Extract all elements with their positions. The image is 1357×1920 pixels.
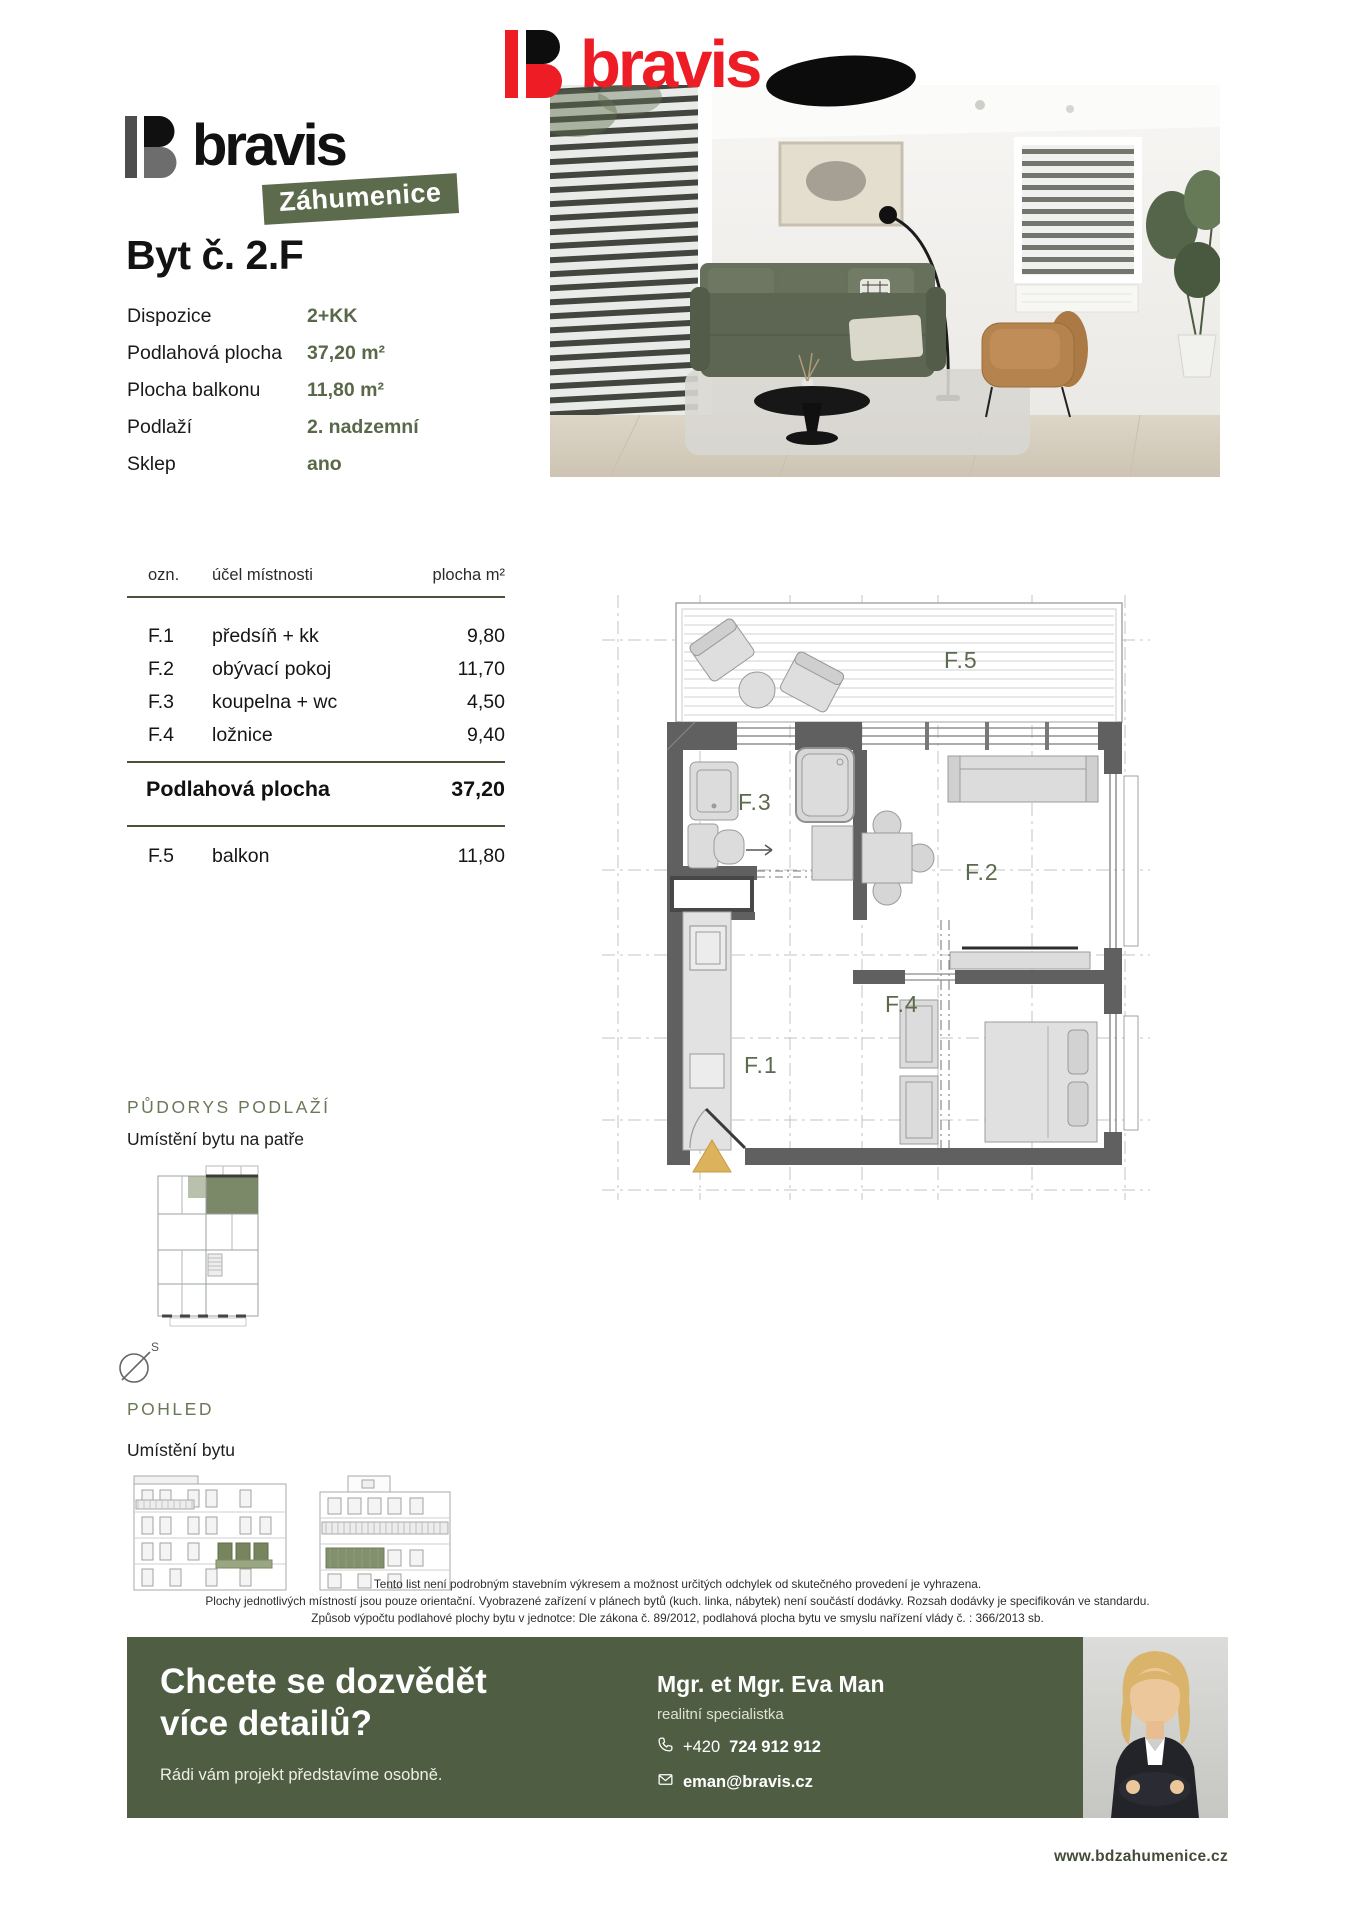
section-pohled-title: POHLED bbox=[127, 1399, 214, 1419]
window-blinds-right bbox=[1016, 141, 1138, 312]
table-row bbox=[148, 686, 505, 719]
room-code: F.5 bbox=[148, 845, 175, 867]
table-rule bbox=[127, 596, 505, 598]
cta-line2: více detailů? bbox=[160, 1704, 373, 1743]
floorplan bbox=[598, 572, 1163, 1227]
brand-logo-top bbox=[505, 27, 760, 103]
agent-role: realitní specialistka bbox=[657, 1706, 784, 1723]
cta-subtext: Rádi vám projekt představíme osobně. bbox=[160, 1766, 443, 1784]
room-purpose: obývací pokoj bbox=[212, 658, 332, 680]
brand-mark-icon bbox=[505, 30, 567, 103]
phone-icon bbox=[657, 1736, 674, 1758]
agent-name: Mgr. et Mgr. Eva Man bbox=[657, 1671, 885, 1697]
cta-line1: Chcete se dozvědět bbox=[160, 1662, 487, 1701]
detail-value: 37,20 m² bbox=[307, 342, 386, 364]
table-row bbox=[148, 719, 505, 752]
phone-prefix: +420 bbox=[683, 1737, 721, 1756]
room-label-f4: F.4 bbox=[885, 991, 919, 1017]
table-row bbox=[148, 620, 505, 653]
brand-wordmark-red: bravis bbox=[580, 27, 760, 102]
disclaimer bbox=[127, 1576, 1228, 1627]
detail-value: ano bbox=[307, 453, 342, 475]
detail-value: 2. nadzemní bbox=[307, 416, 419, 438]
detail-label: Podlaží bbox=[127, 416, 193, 438]
room-code: F.2 bbox=[148, 658, 175, 680]
agent-photo bbox=[1083, 1637, 1228, 1818]
floor-location-plan bbox=[148, 1158, 273, 1338]
detail-value: 2+KK bbox=[307, 305, 358, 327]
project-label: Záhumenice bbox=[262, 173, 459, 225]
detail-value: 11,80 m² bbox=[307, 379, 384, 401]
compass-icon bbox=[116, 1336, 164, 1393]
room-label-f2: F.2 bbox=[965, 859, 999, 885]
table-rule bbox=[127, 825, 505, 827]
room-code: F.4 bbox=[148, 724, 175, 746]
brand-logo-left bbox=[125, 113, 345, 183]
room-area: 9,80 bbox=[467, 625, 505, 647]
hero-photo bbox=[550, 85, 1220, 477]
room-table bbox=[127, 566, 505, 873]
email-icon bbox=[657, 1771, 674, 1793]
room-purpose: předsíň + kk bbox=[212, 625, 319, 647]
total-value: 37,20 bbox=[451, 777, 505, 801]
disclaimer-line: Plochy jednotlivých místností jsou pouze orientační. Vyobrazené zařízení v plánech bytů (kuch. linka, nábytek) není součástí dodávky. Rozsah dodávky je specifikován ve standardu. bbox=[205, 1594, 1150, 1608]
footer-cta bbox=[160, 1661, 487, 1785]
room-area: 11,70 bbox=[457, 658, 505, 680]
table-header bbox=[127, 566, 505, 585]
room-label-f5: F.5 bbox=[944, 647, 978, 673]
room-purpose: koupelna + wc bbox=[212, 691, 338, 713]
room-purpose: ložnice bbox=[212, 724, 273, 746]
room-code: F.1 bbox=[148, 625, 175, 647]
shaft-niche bbox=[672, 878, 752, 910]
detail-row bbox=[127, 409, 419, 446]
col-purpose: účel místnosti bbox=[212, 566, 313, 584]
col-area: plocha m² bbox=[432, 566, 505, 584]
details-list bbox=[127, 298, 419, 483]
table-row bbox=[148, 653, 505, 686]
room-label-f1: F.1 bbox=[744, 1052, 778, 1078]
detail-label: Dispozice bbox=[127, 305, 212, 327]
detail-label: Sklep bbox=[127, 453, 176, 475]
website-url[interactable]: www.bdzahumenice.cz bbox=[1054, 1848, 1228, 1865]
phone-row[interactable] bbox=[657, 1736, 885, 1758]
email-row[interactable] bbox=[657, 1771, 885, 1793]
section-pudorys-subtitle: Umístění bytu na patře bbox=[127, 1129, 305, 1149]
section-pudorys-title: PŮDORYS PODLAŽÍ bbox=[127, 1097, 331, 1117]
room-purpose: balkon bbox=[212, 845, 270, 867]
section-pohled-subtitle: Umístění bytu bbox=[127, 1440, 235, 1460]
detail-row bbox=[127, 446, 419, 483]
disclaimer-line: Způsob výpočtu podlahové plochy bytu v jednotce: Dle zákona č. 89/2012, podlahová plocha bytu ve smyslu nařízení vlády č. : 366/2013 sb. bbox=[311, 1611, 1044, 1625]
disclaimer-line: Tento list není podrobným stavebním výkresem a možnost určitých odchylek od skutečného provedení je vyhrazena. bbox=[373, 1577, 982, 1591]
total-row bbox=[127, 763, 505, 816]
svg-text:S: S bbox=[151, 1340, 160, 1354]
brand-mark-icon bbox=[125, 116, 181, 183]
detail-row bbox=[127, 298, 419, 335]
col-code: ozn. bbox=[148, 566, 180, 584]
balcony bbox=[676, 603, 1122, 722]
bedroom-furniture bbox=[900, 1000, 1097, 1144]
room-area: 11,80 bbox=[457, 845, 505, 867]
detail-row bbox=[127, 335, 419, 372]
email-address: eman@bravis.cz bbox=[683, 1772, 813, 1791]
apartment-title: Byt č. 2.F bbox=[126, 232, 304, 278]
room-label-f3: F.3 bbox=[738, 789, 772, 815]
detail-row bbox=[127, 372, 419, 409]
detail-label: Podlahová plocha bbox=[127, 342, 283, 364]
phone-number: 724 912 912 bbox=[729, 1737, 821, 1756]
total-label: Podlahová plocha bbox=[146, 777, 330, 801]
detail-label: Plocha balkonu bbox=[127, 379, 261, 401]
table-row-balcony bbox=[148, 840, 505, 873]
room-code: F.3 bbox=[148, 691, 175, 713]
brand-wordmark: bravis bbox=[192, 113, 345, 178]
room-area: 9,40 bbox=[467, 724, 505, 746]
room-area: 4,50 bbox=[467, 691, 505, 713]
contact-footer bbox=[127, 1637, 1228, 1818]
kitchen-furniture bbox=[683, 912, 731, 1150]
agent-card bbox=[657, 1671, 885, 1793]
